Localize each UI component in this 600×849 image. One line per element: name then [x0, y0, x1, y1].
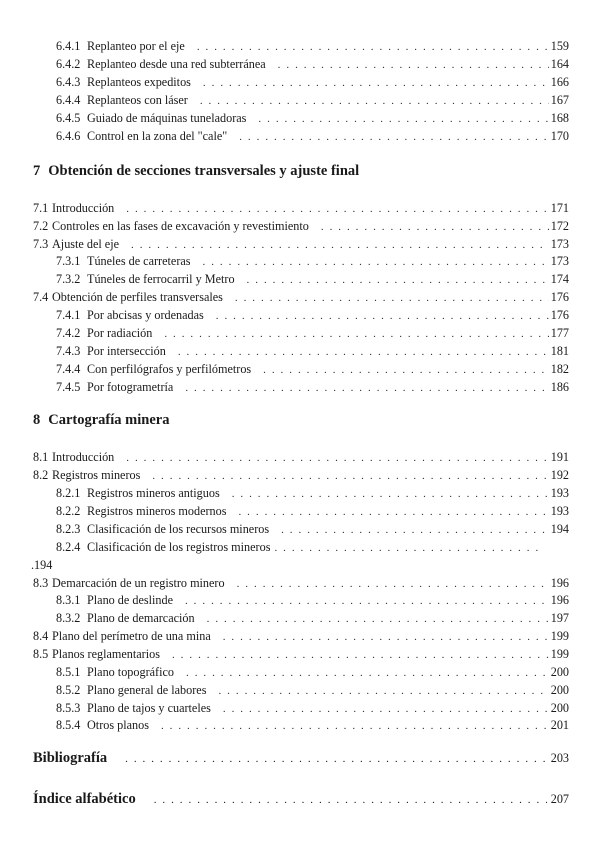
- entry-page: 201: [550, 718, 569, 732]
- dot-leader: [207, 611, 549, 627]
- entry-page: 186: [550, 380, 569, 394]
- entry-page: 176: [550, 290, 569, 304]
- toc-entry-7-3-2: [56, 271, 569, 288]
- entry-title: Con perfilógrafos y perfilómetros: [87, 362, 252, 376]
- toc-entry-7-3-1: [56, 253, 569, 270]
- entry-number: 7.4.2: [56, 326, 81, 340]
- entry-number: 8.2.3: [56, 522, 81, 536]
- entry-number: 7.3.1: [56, 254, 81, 268]
- entry-title: Ajuste del eje: [52, 237, 120, 251]
- toc-entry-8-3-1: [56, 592, 569, 609]
- toc-entry-8-5-4: [56, 717, 569, 734]
- toc-entry-8-5-2: [56, 682, 569, 699]
- entry-page: 200: [550, 683, 569, 697]
- chapter-7-heading: [33, 162, 359, 180]
- toc-entry-8-2-2: [56, 503, 569, 520]
- chapter-title: Obtención de secciones transversales y ajuste final: [48, 163, 360, 179]
- entry-number: 6.4.5: [56, 111, 81, 125]
- toc-entry-8-5-3: [56, 700, 569, 717]
- entry-page: 199: [550, 647, 569, 661]
- dot-leader: [186, 665, 549, 681]
- dot-leader: [235, 290, 549, 306]
- toc-entry-8-2-4: [56, 539, 542, 556]
- entry-title: Por radiación: [87, 326, 153, 340]
- entry-page: 191: [550, 450, 569, 464]
- entry-page: 182: [550, 362, 569, 376]
- entry-number: 6.4.1: [56, 39, 81, 53]
- entry-page: 164: [550, 57, 569, 71]
- entry-title: Replanteos expeditos: [87, 75, 191, 89]
- toc-entry-8-5: 8.5 Planos reglamentarios . . . 199: [33, 646, 569, 663]
- dot-leader: [237, 576, 549, 592]
- toc-entry-8-2-1: [56, 485, 569, 502]
- entry-number: 6.4.3: [56, 75, 81, 89]
- dot-leader: [161, 718, 549, 734]
- entry-page: 171: [550, 201, 569, 215]
- entry-page: 168: [550, 111, 569, 125]
- entry-title: Planos reglamentarios: [52, 647, 160, 661]
- toc-entry-6-4-1: [56, 38, 569, 55]
- dot-leader: [200, 93, 549, 109]
- dot-leader: [238, 504, 548, 520]
- dot-leader: [239, 129, 548, 145]
- entry-title: Plano de tajos y cuarteles: [87, 701, 211, 715]
- dot-leader: [154, 794, 547, 806]
- entry-title: Introducción: [52, 450, 115, 464]
- entry-number: 6.4.2: [56, 57, 81, 71]
- dot-leader: [274, 540, 540, 556]
- entry-page: 196: [550, 576, 569, 590]
- entry-number: 7.4.1: [56, 308, 81, 322]
- toc-entry-7-4-5: [56, 379, 569, 396]
- entry-number: 6.4.4: [56, 93, 81, 107]
- dot-leader: [152, 468, 548, 484]
- entry-page: 197: [550, 611, 569, 625]
- toc-entry-8-5-1: [56, 664, 569, 681]
- entry-title: Otros planos: [87, 718, 149, 732]
- entry-title: Registros mineros antiguos: [87, 486, 220, 500]
- dot-leader: [178, 344, 549, 360]
- dot-leader: [203, 75, 549, 91]
- entry-title: Replanteo desde una red subterránea: [87, 57, 266, 71]
- toc-entry-7-4-4: [56, 361, 569, 378]
- toc-entry-6-4-2: [56, 56, 569, 73]
- entry-title: Índice alfabético: [33, 791, 136, 807]
- entry-title: Clasificación de los registros mineros: [87, 540, 271, 554]
- entry-page: 203: [550, 751, 569, 765]
- toc-entry-8-3-2: [56, 610, 569, 627]
- entry-page: 181: [550, 344, 569, 358]
- entry-title: Guiado de máquinas tuneladoras: [87, 111, 247, 125]
- entry-page: 167: [550, 93, 569, 107]
- toc-entry-8-1: 8.1 Introducción . . . 191: [33, 449, 569, 466]
- dot-leader: [185, 380, 548, 396]
- dot-leader: [278, 57, 549, 73]
- entry-number: 7.3.2: [56, 272, 81, 286]
- entry-page: 200: [550, 701, 569, 715]
- entry-number: 6.4.6: [56, 129, 81, 143]
- dot-leader: [258, 111, 548, 127]
- entry-title: Clasificación de los recursos mineros: [87, 522, 270, 536]
- toc-entry-7-4-2: [56, 325, 569, 342]
- entry-title: Registros mineros: [52, 468, 141, 482]
- entry-title: Túneles de carreteras: [87, 254, 191, 268]
- toc-entry-6-4-5: [56, 110, 569, 127]
- entry-number: 7.4.5: [56, 380, 81, 394]
- entry-title: Plano de demarcación: [87, 611, 195, 625]
- dot-leader: [247, 272, 549, 288]
- entry-title: Registros mineros modernos: [87, 504, 227, 518]
- toc-entry-7-2: 7.2 Controles en las fases de excavación y revestimiento . . . 172: [33, 218, 569, 235]
- entry-title: Por abcisas y ordenadas: [87, 308, 204, 322]
- chapter-title: Cartografía minera: [48, 412, 170, 428]
- wrapped-page-number: .194: [31, 558, 53, 572]
- entry-page: 199: [550, 629, 569, 643]
- entry-title: Replanteos con láser: [87, 93, 188, 107]
- entry-title: Control en la zona del "cale": [87, 129, 228, 143]
- entry-page: 176: [550, 308, 569, 322]
- entry-page: 172: [550, 219, 569, 233]
- dot-leader: [164, 326, 548, 342]
- toc-entry-indice-alfabetico: [33, 791, 569, 808]
- entry-page: 193: [550, 504, 569, 518]
- dot-leader: [185, 593, 549, 609]
- dot-leader: [263, 362, 549, 378]
- toc-entry-7-4-3: [56, 343, 569, 360]
- chapter-number: 7: [33, 163, 41, 179]
- entry-page: 173: [550, 254, 569, 268]
- entry-title: Introducción: [52, 201, 115, 215]
- entry-page: 193: [550, 486, 569, 500]
- dot-leader: [172, 647, 549, 663]
- toc-entry-bibliografia: [33, 750, 569, 767]
- entry-title: Demarcación de un registro minero: [52, 576, 225, 590]
- entry-title: Bibliografía: [33, 750, 108, 766]
- entry-title: Por fotogrametría: [87, 380, 174, 394]
- dot-leader: [223, 701, 549, 717]
- toc-entry-6-4-6: [56, 128, 569, 145]
- dot-leader: [218, 683, 548, 699]
- entry-page: 196: [550, 593, 569, 607]
- entry-number: 8.5.3: [56, 701, 81, 715]
- entry-number: 8.2.2: [56, 504, 81, 518]
- dot-leader: [203, 254, 549, 270]
- toc-entry-8-4: 8.4 Plano del perímetro de una mina . . . 199: [33, 628, 569, 645]
- entry-number: 8.5.4: [56, 718, 81, 732]
- entry-page: 194: [550, 522, 569, 536]
- entry-title: Obtención de perfiles transversales: [52, 290, 223, 304]
- entry-page: 170: [550, 129, 569, 143]
- dot-leader: [223, 629, 549, 645]
- entry-number: 8.3.1: [56, 593, 81, 607]
- toc-entry-6-4-4: [56, 92, 569, 109]
- toc-entry-6-4-3: [56, 74, 569, 91]
- toc-entry-8-2-3: [56, 521, 569, 538]
- entry-number: 8.5.1: [56, 665, 81, 679]
- entry-page: 166: [550, 75, 569, 89]
- toc-entry-7-3: 7.3 Ajuste del eje . . . 173: [33, 236, 569, 253]
- entry-page: 200: [550, 665, 569, 679]
- entry-number: 7.4.4: [56, 362, 81, 376]
- entry-title: Plano del perímetro de una mina: [52, 629, 211, 643]
- entry-title: Plano general de labores: [87, 683, 207, 697]
- entry-number: 7.4.3: [56, 344, 81, 358]
- toc-entry-7-4-1: [56, 307, 569, 324]
- dot-leader: [281, 522, 549, 538]
- entry-title: Plano topográfico: [87, 665, 174, 679]
- entry-title: Plano de deslinde: [87, 593, 173, 607]
- entry-title: Controles en las fases de excavación y revestimiento: [52, 219, 309, 233]
- dot-leader: [126, 201, 548, 217]
- entry-page: 192: [550, 468, 569, 482]
- entry-number: 8.2.4: [56, 540, 81, 554]
- chapter-number: 8: [33, 412, 41, 428]
- entry-title: Túneles de ferrocarril y Metro: [87, 272, 235, 286]
- dot-leader: [321, 219, 549, 235]
- entry-page: 159: [550, 39, 569, 53]
- dot-leader: [216, 308, 549, 324]
- dot-leader: [232, 486, 549, 502]
- entry-page: 177: [550, 326, 569, 340]
- entry-title: Replanteo por el eje: [87, 39, 185, 53]
- chapter-8-heading: [33, 411, 169, 429]
- dot-leader: [131, 237, 549, 253]
- entry-page: 174: [550, 272, 569, 286]
- entry-number: 8.5.2: [56, 683, 81, 697]
- toc-entry-8-3: 8.3 Demarcación de un registro minero . . . 196: [33, 575, 569, 592]
- dot-leader: [197, 39, 549, 55]
- entry-number: 8.3.2: [56, 611, 81, 625]
- entry-page: 207: [550, 792, 569, 806]
- toc-entry-7-1: 7.1 Introducción . . . 171: [33, 200, 569, 217]
- toc-entry-8-2: 8.2 Registros mineros . . . 192: [33, 467, 569, 484]
- entry-number: 8.2.1: [56, 486, 81, 500]
- toc-entry-7-4: 7.4 Obtención de perfiles transversales . . . 176: [33, 289, 569, 306]
- entry-title: Por intersección: [87, 344, 166, 358]
- dot-leader: [125, 753, 547, 765]
- entry-page: 173: [550, 237, 569, 251]
- dot-leader: [126, 450, 548, 466]
